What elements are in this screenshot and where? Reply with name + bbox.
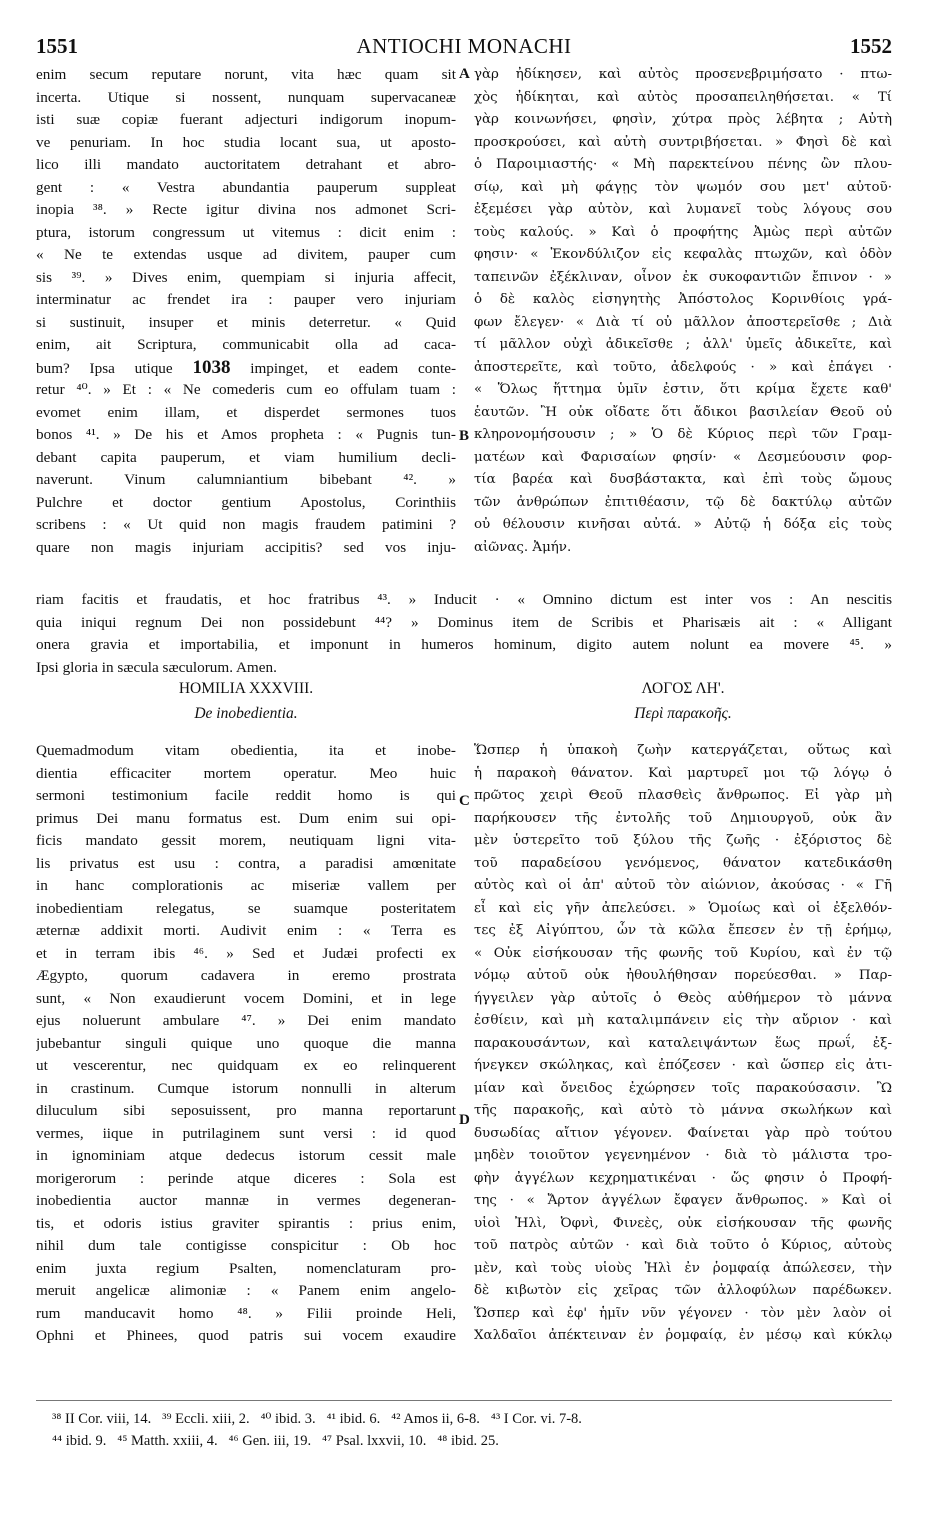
bottom-latin-column [36, 740, 456, 1348]
greek-text-line: μίαν καὶ ὄνειδος ἐχώρησεν τοῖς παρακούσασιν. Ὢ [474, 1080, 892, 1096]
greek-text-line: γὰρ κοινωνήσει, φησὶν, χύτρα πρὸς λέβητα ; Αὐτὴ [474, 112, 892, 127]
latin-text-fragment: bum? Ipsa utique [36, 359, 193, 377]
greek-text-line: δυσωδίας αἴτιον γέγονεν. Φαίνεται γὰρ πρὸ τούτου [474, 1125, 892, 1141]
latin-text-line: interminatur ac frendet ira : pauper vero injuriam [36, 291, 456, 308]
latin-text-line: quare non magis injuriam accipitis? sed vos inju- [36, 538, 456, 556]
greek-text-line: αὐτὸς καὶ οἱ ἀπ' αὐτοῦ τὸν αἰώνιον, ἀκούσας · « Γῆ [474, 878, 892, 893]
greek-text-line: ήνεγκεν σκώληκας, καὶ ἐπόζεσεν · καὶ ὥσπερ εἰς ἀτι- [474, 1058, 892, 1073]
latin-text-line: rum manducavit homo ⁴⁸. » Filii proinde Heli, [36, 1304, 456, 1322]
latin-text-line: gent : « Vestra abundantia pauperum suppleat [36, 178, 456, 196]
greek-text-line: Ὥσπερ ἡ ὑπακοὴ ζωὴν κατεργάζεται, οὕτως καὶ [474, 743, 892, 758]
latin-text-line: meruit angelicæ alimoniæ : « Panem enim angelo- [36, 1282, 456, 1299]
greek-text-line: ήγγειλεν γὰρ αὐτοῖς ὁ Θεὸς αὐθήμερον τὸ μάννα [474, 990, 892, 1006]
latin-text-line: sis ³⁹. » Dives enim, quempiam si injuria affecit, [36, 268, 456, 286]
page-number-right: 1552 [850, 34, 892, 58]
greek-text-line: σίῳ, καὶ μὴ φάγῃς τὸν ψωμόν σου μετ' αὐτοῦ· [474, 179, 892, 195]
latin-text-line: debant capita pauperum, et viam humilium decli- [36, 448, 456, 466]
latin-text-line: lico illi mandato auctoritatem detrahant et abro- [36, 156, 456, 173]
greek-text-line: υἱοὶ Ἠλὶ, Ὀφνὶ, Φινεὲς, οὐκ εἰσήκουσαν τῆς φωνῆς [474, 1215, 892, 1231]
greek-homily-subtitle: Περὶ παρακοῆς. [634, 705, 732, 722]
latin-text-line: sunt, « Non exaudierunt vocem Domini, et in lege [36, 989, 456, 1007]
latin-text-line: inobedientiam relegatus, se suamque posteritatem [36, 899, 456, 917]
greek-text-line: ὁ δὲ καλὸς εἰσηγητὴς Ἀπόστολος Κορινθίοις γρά- [474, 292, 892, 307]
greek-text-line: Χαλδαῖοι ἀπέκτειναν ἐν ῥομφαίᾳ, ἐν μέσῳ καὶ κύκλῳ [474, 1328, 892, 1343]
latin-text-line: bonos ⁴¹. » De his et Amos propheta : « Pugnis tun- [36, 426, 456, 443]
latin-text-line: naverunt. Vinum calumniantium bibebant ⁴². » [36, 471, 456, 488]
latin-text-line: « Ne te extendas usque ad divitem, pauper cum [36, 246, 456, 263]
greek-text-line: μηδὲν τοιοῦτον γεγενημένον · διὰ τὸ μάλιστα τρο- [474, 1148, 892, 1163]
latin-text-line: æternæ addixit morti. Audivit enim : « Terra es [36, 922, 456, 939]
margin-marker-b: B [459, 428, 470, 444]
greek-text-line: εἶ καὶ εἰς γῆν ἀπελεύσει. » Ὁμοίως καὶ οἱ ἐξελθόν- [474, 900, 892, 916]
full-width-text-line: quia iniqui regnum Dei non possidebunt ⁴⁴? » Dominus item de Scribis et Pharisæis ait : « Alligant [36, 613, 892, 631]
latin-text-line: vermes, iique in putrilaginem sunt versi : id quod [36, 1124, 456, 1142]
margin-marker-a: A [459, 66, 470, 82]
page-number-left: 1551 [36, 34, 78, 58]
latin-text-line: isti suæ copiæ fuerant adjecturi indigorum inopum- [36, 111, 456, 128]
latin-text-line: et in terram ibis ⁴⁶. » Sed et Judæi profecti ex [36, 944, 456, 962]
latin-text-line: tis, et odoris istius graviter spirantis : prius enim, [36, 1214, 456, 1232]
latin-text-line: ptura, istorum congressum ut vitemus : dicit enim : [36, 223, 456, 241]
latin-text-fragment: impinget, et eadem conte- [230, 359, 456, 377]
latin-text-line: Pulchre et doctor gentium Apostolus, Corinthiis [36, 493, 456, 511]
greek-text-line: ἡ παρακοὴ θάνατον. Καὶ μαρτυρεῖ μοι τῷ λόγῳ ὁ [474, 765, 892, 781]
latin-text-line: Ægypto, quorum cadavera in eremo prostrata [36, 967, 456, 984]
latin-text-line: enim, ait Scriptura, communicabit olla ad caca- [36, 336, 456, 353]
greek-text-line: « Οὐκ εἰσήκουσαν τῆς φωνῆς τοῦ Κυρίου, καὶ ἐν τῷ [474, 945, 892, 961]
latin-text-line: ficis mandato gessit morem, neutiquam ligni vita- [36, 832, 456, 849]
greek-text-line: τοῦ παραδείσου γενόμενος, θάνατον κατεδικάσθη [474, 855, 892, 871]
greek-text-line: δὲ κιβωτὸν εἰς χεῖρας τῶν ἀλλοφύλων παρέδωκεν. [474, 1283, 892, 1298]
latin-text-line: si sustinuit, insuper et minis deterretur. « Quid [36, 313, 456, 331]
greek-text-line: φων ἔλεγεν· « Διὰ τί οὐ μᾶλλον ἀποστερεῖσθε ; Διὰ [474, 314, 892, 330]
greek-text-line: τες ἐξ Αἰγύπτου, ὧν τὰ κῶλα ἔπεσεν ἐν τῇ ἐρήμῳ, [474, 923, 892, 938]
greek-text-line: της · « Ἄρτον ἀγγέλων ἔφαγεν ἄνθρωπος. » Καὶ οἱ [474, 1193, 892, 1208]
greek-text-line: Ὥσπερ καὶ ἐφ' ἡμῖν νῦν γέγονεν · τὸν μὲν λαὸν οἱ [474, 1305, 892, 1321]
greek-text-line: γὰρ ἠδίκησεν, καὶ αὐτὸς προσενεβριμήσατο · πτω- [474, 67, 892, 82]
footnote-line: ³⁸ II Cor. viii, 14. ³⁹ Eccli. xiii, 2. ⁴⁰ ibid. 3. ⁴¹ ibid. 6. ⁴² Amos ii, 6-8. ⁴³ I Cor. vi. 7-8. [52, 1411, 582, 1427]
margin-marker-d: D [459, 1112, 470, 1128]
latin-text-line: retur ⁴⁰. » Et : « Ne comederis cum eo offulam tuam : [36, 381, 456, 398]
greek-text-line: αἰῶνας. Ἀμήν. [474, 539, 572, 555]
latin-text-line: morigerorum : perinde atque diceres : Sola est [36, 1169, 456, 1187]
greek-text-line: ταπεινῶν ἐξέκλιναν, οἶνον ἐκ συκοφαντιῶν ἔπινον · » [474, 269, 892, 285]
greek-text-line: τῆς παρακοῆς, καὶ αὐτὸ τὸ μάννα σκωλήκων καὶ [474, 1103, 892, 1118]
greek-text-line: χὸς ἠδίκηται, καὶ αὐτὸς προσαπειληθήσεται. « Τί [474, 89, 892, 105]
latin-text-line: Ophni et Phinees, quod patris sui vocem exaudire [36, 1327, 456, 1344]
greek-text-line: οὐ θέλουσιν κινῆσαι αὐτά. » Αὐτῷ ἡ δόξα εἰς τοὺς [474, 517, 892, 532]
greek-text-line: ἑαυτῶν. Ἢ οὐκ οἴδατε ὅτι ἄδικοι βασιλείαν Θεοῦ οὐ [474, 404, 892, 420]
top-latin-column [36, 64, 456, 559]
latin-text-line: primus Dei manu formatus est. Dum enim sui opi- [36, 809, 456, 827]
latin-text-line: sermoni testimonium facile reddit homo is qui [36, 787, 456, 804]
greek-text-line: παρήκουσεν τῆς ἐντολῆς τοῦ Δημιουργοῦ, οὐκ ἂν [474, 810, 892, 826]
latin-text-line: jubebantur singuli quique uno quoque die manna [36, 1034, 456, 1052]
latin-text-line: in crastinum. Cumque istorum nonnulli in alterum [36, 1079, 456, 1097]
latin-text-line [36, 357, 456, 380]
footnote-line: ⁴⁴ ibid. 9. ⁴⁵ Matth. xxiii, 4. ⁴⁶ Gen. iii, 19. ⁴⁷ Psal. lxxvii, 10. ⁴⁸ ibid. 25. [52, 1433, 499, 1449]
greek-text-line: τοὺς καλούς. » Καὶ ὁ προφήτης Ἀμὼς περὶ αὐτῶν [474, 224, 892, 240]
column-number: 1038 [192, 356, 231, 378]
greek-text-line: μὲν, καὶ τοὺς υἱοὺς Ἠλὶ ἐν ῥομφαίᾳ ἀπώλεσεν, τὴν [474, 1260, 892, 1276]
running-title: ANTIOCHI MONACHI [356, 34, 572, 58]
latin-text-line: inopia ³⁸. » Recte igitur divina nos admonet Scri- [36, 201, 456, 218]
latin-text-line: ve penuriam. In hoc studia locant sua, ut aposto- [36, 133, 456, 151]
latin-text-line: ut vescerentur, nec quidquam ex eo relinquerent [36, 1057, 456, 1074]
latin-text-line: enim juxta regium Psalten, nomenclaturam pro- [36, 1259, 456, 1277]
greek-text-line: παρακουσάντων, καὶ καταλειψάντων ἕως πρωΐ, ἐξ- [474, 1035, 892, 1051]
full-width-text-line: Ipsi gloria in sæcula sæculorum. Amen. [36, 658, 277, 676]
full-width-latin-text [36, 589, 892, 679]
greek-text-line: « Ὅλως ἥττημα ὑμῖν ἐστιν, ὅτι κρίμα ἔχετε καθ' [474, 382, 892, 397]
greek-text-line: μὲν ὑστερεῖτο τοῦ ξύλου τῆς ζωῆς · ἐξόριστος δὲ [474, 833, 892, 848]
greek-homily-title: ΛΟΓΟΣ ΛΗ'. [641, 680, 725, 697]
greek-text-line: ἐξεμέσει γὰρ αὐτὸν, καὶ λυμανεῖ τοὺς λόγους σου [474, 202, 892, 217]
greek-text-line: πρῶτος χειρὶ Θεοῦ πλασθεὶς ἄνθρωπος. Εἰ γὰρ μὴ [474, 788, 892, 803]
full-width-text-line: onera gravia et importabilia, et imponunt in humeros hominum, digito autem nolunt ea movere ⁴⁵. » [36, 636, 892, 653]
greek-text-line: φὴν ἀγγέλων κεχρηματικέναι · ὥς φησιν ὁ Προφή- [474, 1170, 892, 1186]
full-width-text-line: riam facitis et fraudatis, et hoc fratribus ⁴³. » Inducit · « Omnino dictum est inter vos : An nescitis [36, 591, 892, 608]
latin-text-line: ejus noluerunt ambulare ⁴⁷. » Dei enim mandato [36, 1012, 456, 1029]
greek-text-line: ἐσθίειν, καὶ μὴ καταλιμπάνειν εἰς τὴν αὔριον · καὶ [474, 1013, 892, 1028]
latin-text-line: lis privatus est usu : contra, a paradisi amœnitate [36, 854, 456, 872]
greek-text-line: τοῦ πατρὸς αὐτῶν · καὶ διὰ τοῦτο ὁ Κύριος, αὐτοὺς [474, 1238, 892, 1253]
latin-text-line: diluculum sibi seposuissent, pro manna reportarunt [36, 1102, 456, 1119]
latin-text-line: nihil dum tale contigisse conspicitur : Ob hoc [36, 1237, 456, 1254]
latin-text-line: in ignominiam atque dedecus istorum cessit male [36, 1147, 456, 1164]
latin-text-line: enim secum reputare norunt, vita hæc quam sit [36, 66, 456, 83]
footnotes [52, 1408, 872, 1452]
greek-text-line: τία βαρέα καὶ δυσβάστακτα, καὶ ἐπὶ τοὺς ὤμους [474, 472, 892, 487]
greek-text-line: ὁ Παροιμιαστής· « Μὴ παρεκτείνου πένης ὢν πλου- [474, 157, 892, 172]
latin-homily-title: HOMILIA XXXVIII. [178, 680, 314, 697]
latin-text-line: incerta. Utique si nossent, nunquam supervacaneæ [36, 88, 456, 106]
latin-homily-subtitle: De inobedientia. [194, 705, 298, 722]
footnote-separator [36, 1400, 892, 1401]
greek-text-line: κληρονομήσουσιν ; » Ὁ δὲ Κύριος περὶ τῶν Γραμ- [474, 427, 892, 442]
page-header [36, 34, 892, 62]
latin-text-line: in hanc complorationis ac miseriæ vallem per [36, 877, 456, 894]
greek-text-line: τί μᾶλλον οὐχὶ ἀδικεῖσθε ; ἀλλ' ὑμεῖς ἀδικεῖτε, καὶ [474, 337, 892, 352]
latin-text-line: evomet enim illam, et disperdet sermones tuos [36, 403, 456, 421]
latin-text-line: dientia efficaciter mortem operatur. Meo huic [36, 764, 456, 782]
greek-text-line: ἀποστερεῖτε, καὶ τοῦτο, ἀδελφούς · » καὶ ἐπάγει · [474, 359, 892, 375]
latin-text-line: inobedientia auctor mannæ in vermes degeneran- [36, 1192, 456, 1209]
greek-text-line: νόμῳ αὐτοῦ οὐκ ἠθουλήθησαν πορεύεσθαι. » Παρ- [474, 968, 892, 983]
latin-text-line: scribens : « Ut quid non magis fraudem patimini ? [36, 516, 456, 533]
greek-text-line: προσκρούσει, καὶ αὐτὴ συντριβήσεται. » Φησὶ δὲ καὶ [474, 134, 892, 150]
greek-text-line: φησιν· « Ἐκονδύλιζον εἰς κεφαλὰς πτωχῶν, καὶ ὁδὸν [474, 247, 892, 262]
latin-text-line: Quemadmodum vitam obedientia, ita et inobe- [36, 742, 456, 759]
bottom-greek-column [474, 740, 892, 1348]
top-greek-column [474, 64, 892, 559]
margin-marker-c: C [459, 793, 470, 809]
greek-text-line: τῶν ἀνθρώπων ἐπιτιθέασιν, τῷ δὲ δακτύλῳ αὐτῶν [474, 494, 892, 510]
greek-text-line: ματέων καὶ Φαρισαίων φησίν· « Δεσμεύουσιν φορ- [474, 449, 892, 465]
